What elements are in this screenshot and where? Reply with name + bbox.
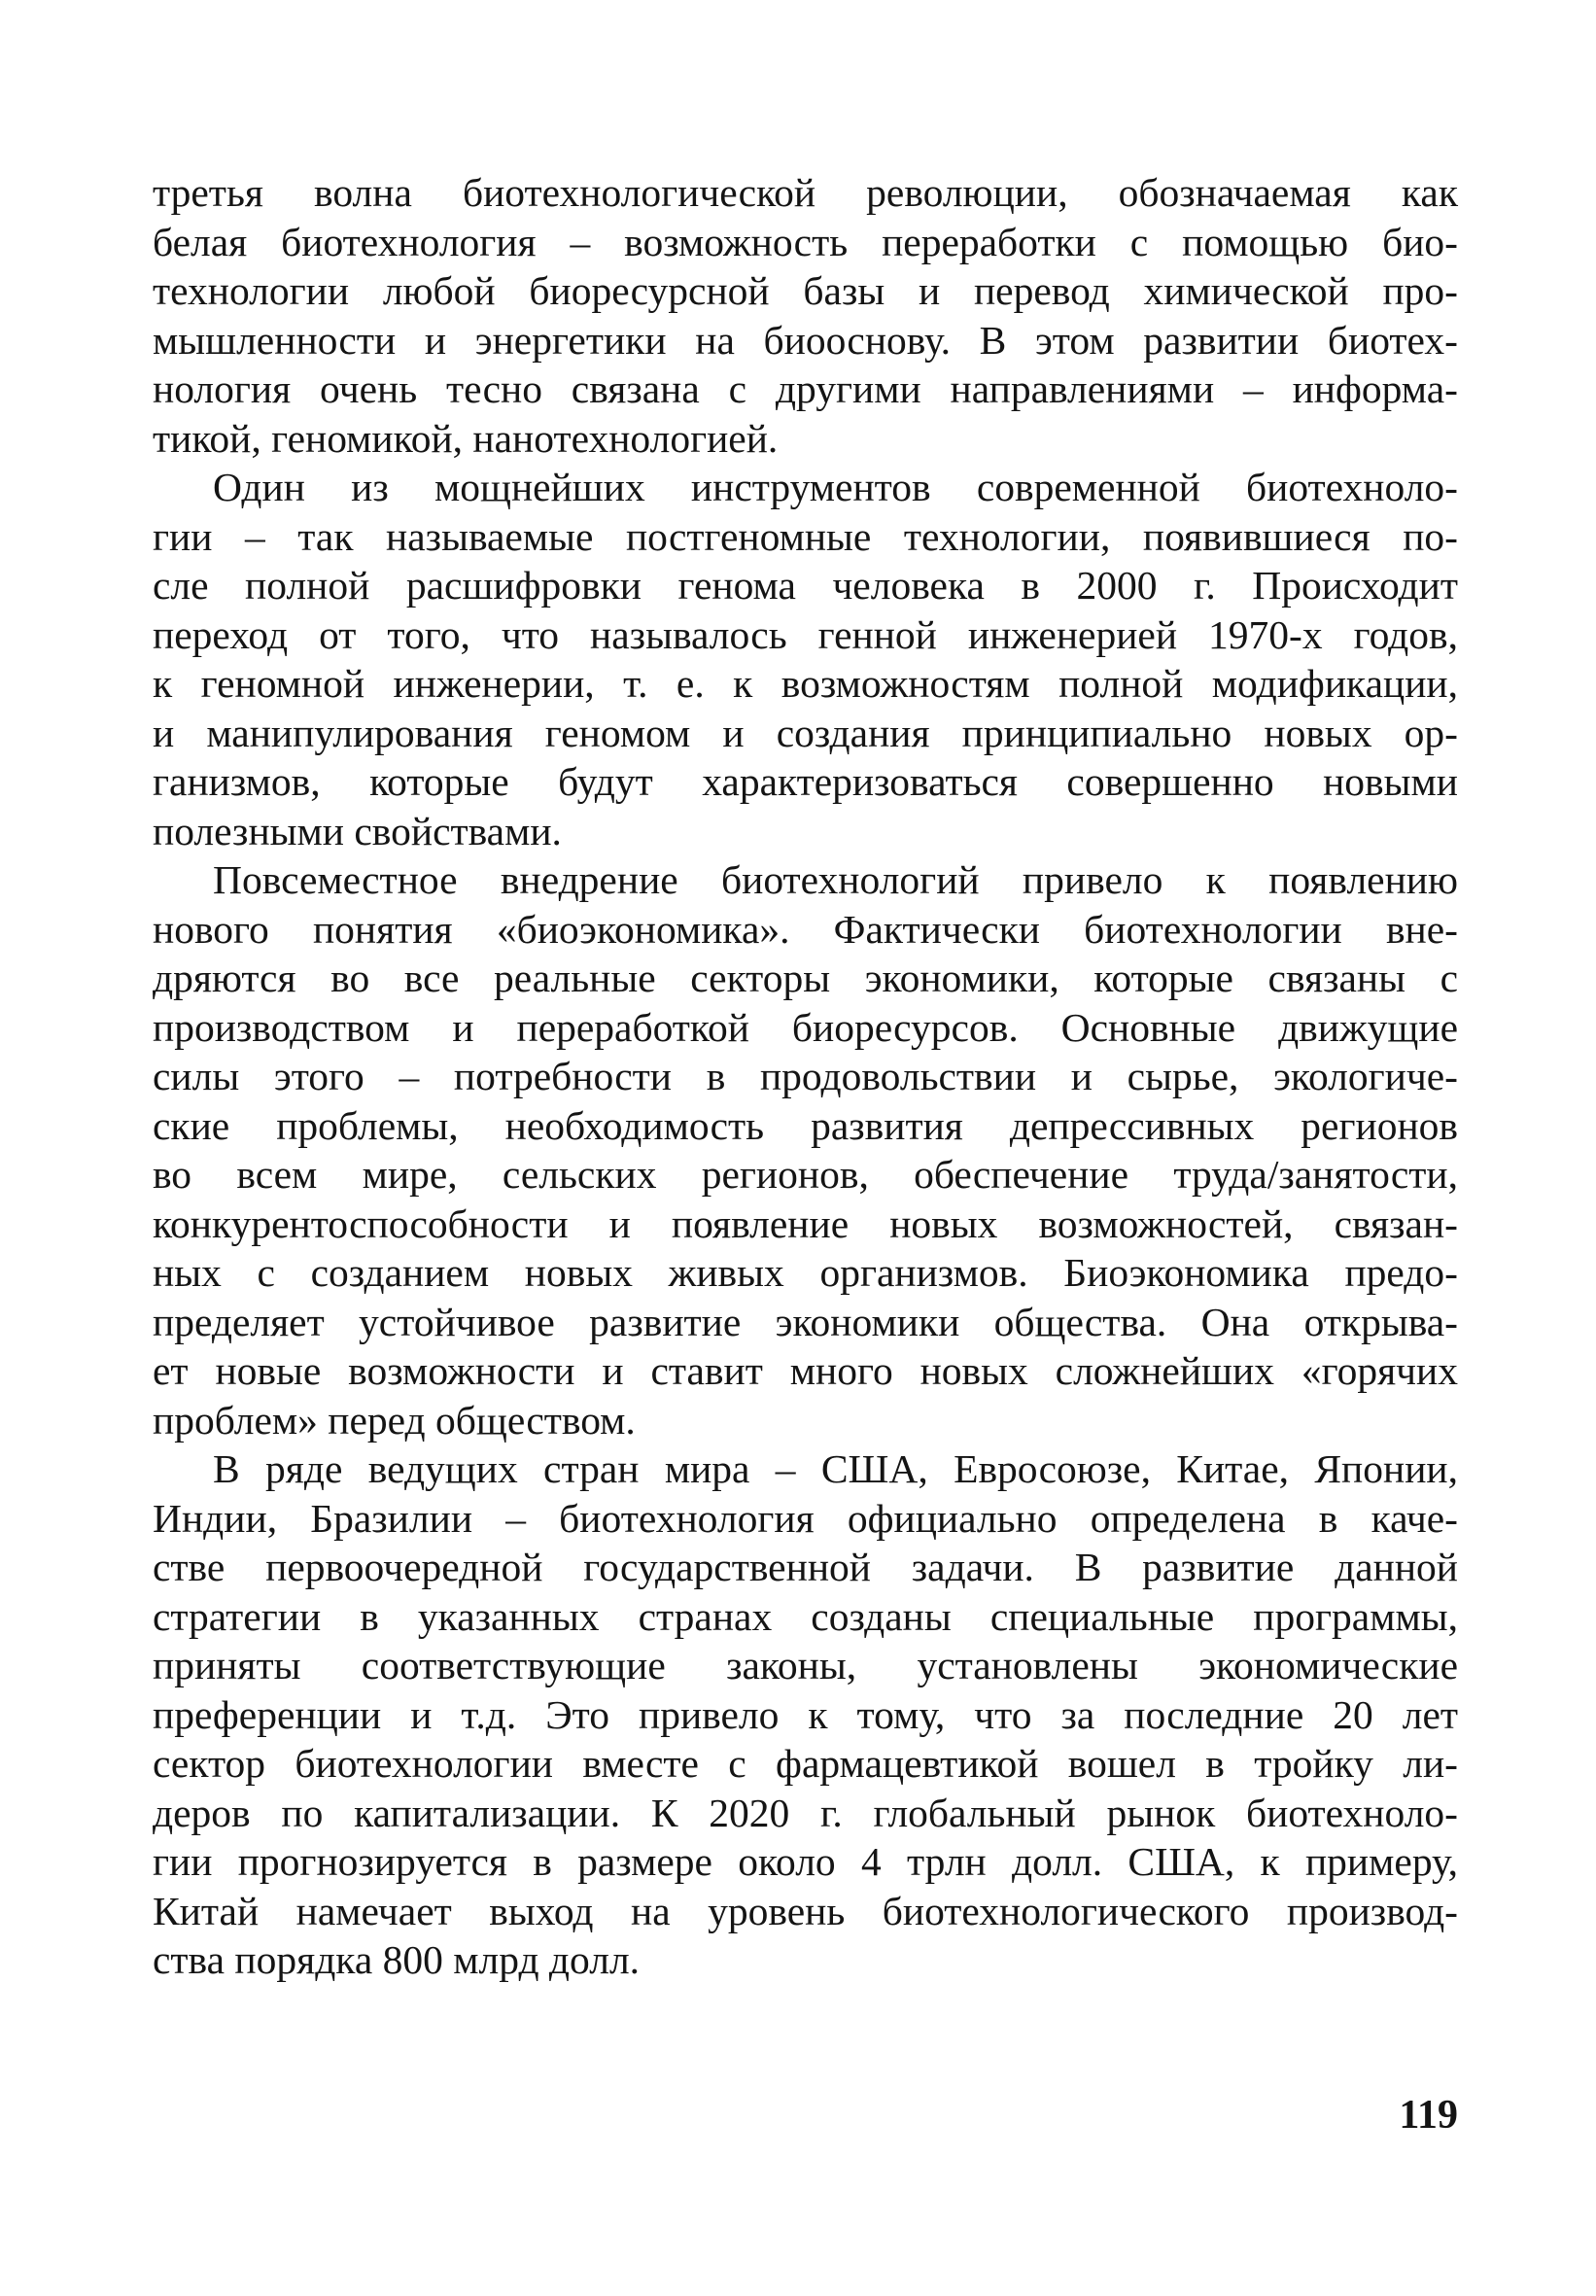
text-line: производством и переработкой биоресурсов. Основные движущие [153, 1004, 1458, 1050]
text-line: проблем» перед обществом. [153, 1397, 636, 1443]
text-line: технологии любой биоресурсной базы и перевод химической про- [153, 268, 1458, 313]
body-text [153, 168, 1458, 1985]
text-line: деров по капитализации. К 2020 г. глобальный рынок биотехноло- [153, 1790, 1458, 1835]
text-line: В ряде ведущих стран мира – США, Евросоюзе, Китае, Японии, [213, 1446, 1458, 1491]
text-line: стве первоочередной государственной задачи. В развитие данной [153, 1545, 1458, 1589]
text-line: третья волна биотехнологической революции, обозначаемая как [153, 170, 1458, 215]
text-line: белая биотехнология – возможность переработки с помощью био- [153, 219, 1458, 264]
text-line: переход от того, что называлось генной инженерией 1970-х годов, [153, 611, 1458, 657]
text-line: во всем мире, сельских регионов, обеспечение труда/занятости, [153, 1152, 1458, 1197]
text-line: приняты соответствующие законы, установлены экономические [153, 1643, 1458, 1687]
text-line: нового понятия «биоэкономика». Фактически биотехнологии вне- [153, 906, 1458, 952]
text-line: полезными свойствами. [153, 808, 562, 853]
paragraph-2 [153, 463, 1458, 855]
text-line: Один из мощнейших инструментов современной биотехноло- [213, 465, 1458, 509]
page-number: 119 [1399, 2093, 1458, 2138]
text-line: ства порядка 800 млрд долл. [153, 1937, 641, 1982]
text-line: Повсеместное внедрение биотехнологий привело к появлению [213, 857, 1458, 902]
text-line: преференции и т.д. Это привело к тому, что за последние 20 лет [153, 1691, 1458, 1737]
paragraph-4 [153, 1444, 1458, 1985]
text-line: тикой, геномикой, нанотехнологией. [153, 415, 779, 461]
paragraph-3 [153, 855, 1458, 1444]
text-line: ские проблемы, необходимость развития депрессивных регионов [153, 1102, 1458, 1148]
paragraph-1 [153, 168, 1458, 463]
text-line: стратегии в указанных странах созданы специальные программы, [153, 1593, 1458, 1639]
text-line: силы этого – потребности в продовольствии и сырье, экологиче- [153, 1054, 1458, 1098]
text-line: ных с созданием новых живых организмов. Биоэкономика предо- [153, 1250, 1458, 1295]
text-line: ганизмов, которые будут характеризоваться совершенно новыми [153, 759, 1458, 804]
text-line: ет новые возможности и ставит много новых сложнейших «горячих [153, 1348, 1458, 1393]
text-line: сле полной расшифровки генома человека в 2000 г. Происходит [153, 563, 1458, 608]
text-line: и манипулирования геномом и создания принципиально новых ор- [153, 710, 1458, 755]
text-line: сектор биотехнологии вместе с фармацевтикой вошел в тройку ли- [153, 1741, 1458, 1786]
text-line: Китай намечает выход на уровень биотехнологического производ- [153, 1888, 1458, 1933]
text-line: Индии, Бразилии – биотехнология официально определена в каче- [153, 1495, 1458, 1541]
text-line: конкурентоспособности и появление новых возможностей, связан- [153, 1200, 1458, 1246]
text-line: гии прогнозируется в размере около 4 трлн долл. США, к примеру, [153, 1839, 1458, 1884]
text-line: нология очень тесно связана с другими направлениями – информа- [153, 366, 1458, 411]
text-line: гии – так называемые постгеномные технологии, появившиеся по- [153, 513, 1458, 559]
text-line: мышленности и энергетики на биооснову. В этом развитии биотех- [153, 317, 1458, 363]
text-line: пределяет устойчивое развитие экономики общества. Она открыва- [153, 1299, 1458, 1344]
text-line: к геномной инженерии, т. е. к возможностям полной модификации, [153, 661, 1458, 706]
text-line: дряются во все реальные секторы экономики, которые связаны с [153, 956, 1458, 1000]
